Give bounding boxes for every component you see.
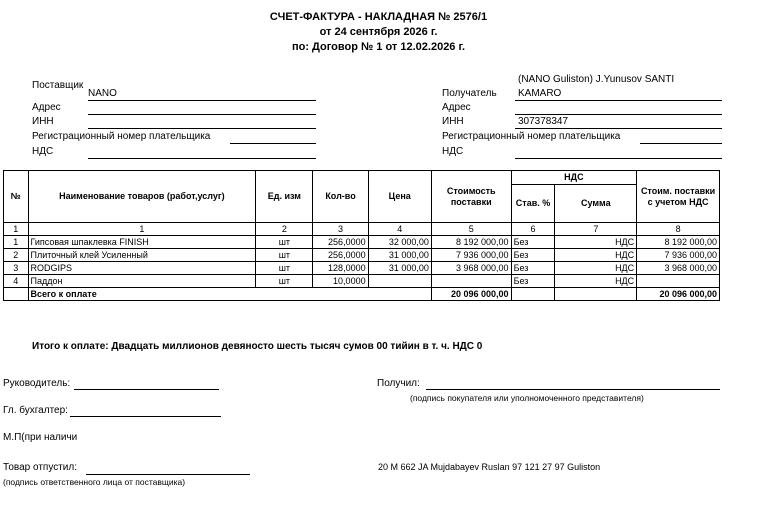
receiver-inn-value: 307378347 [518, 116, 569, 127]
total-row [4, 288, 720, 301]
row-qty: 256,0000 [313, 249, 368, 262]
receiver-vat-label: НДС [442, 146, 464, 157]
row-sum: НДС [555, 275, 637, 288]
document-date: от 24 сентября 2026 г. [319, 26, 438, 38]
total-label: Всего к оплате [28, 288, 431, 301]
row-rate: Без [511, 249, 555, 262]
row-sum: НДС [555, 249, 637, 262]
supplier-line [88, 100, 316, 101]
accountant-label: Гл. бухгалтер: [3, 405, 68, 416]
stamp-label: М.П(при наличи [3, 432, 78, 443]
total-cost: 20 096 000,00 [431, 288, 511, 301]
row-num: 3 [4, 262, 29, 275]
row-qty: 256,0000 [313, 236, 368, 249]
row-num: 4 [4, 275, 29, 288]
table-row [4, 236, 720, 249]
row-total: 8 192 000,00 [637, 236, 720, 249]
row-unit: шт [256, 262, 313, 275]
col-number: 2 [256, 223, 313, 236]
row-cost: 8 192 000,00 [431, 236, 511, 249]
supplier-reg-line [230, 143, 316, 144]
receiver-line [515, 100, 722, 101]
vehicle-info: 20 M 662 JA Mujdabayev Ruslan 97 121 27 97 Guliston [378, 462, 601, 472]
row-qty: 10,0000 [313, 275, 368, 288]
row-price: 31 000,00 [368, 262, 431, 275]
row-name: Паддон [28, 275, 256, 288]
row-name: Плиточный клей Усиленный [28, 249, 256, 262]
row-cost: 7 936 000,00 [431, 249, 511, 262]
released-hint: (подпись ответственного лица от поставщика) [3, 477, 186, 487]
col-unit-header: Ед. изм [256, 171, 313, 223]
row-name: RODGIPS [28, 262, 256, 275]
row-rate: Без [511, 236, 555, 249]
row-total [637, 275, 720, 288]
row-cost [431, 275, 511, 288]
row-rate: Без [511, 275, 555, 288]
col-number: 6 [511, 223, 555, 236]
supplier-value: NANO [88, 88, 117, 99]
table-row [4, 249, 720, 262]
row-price [368, 275, 431, 288]
col-vat-header: НДС [511, 171, 637, 185]
row-rate: Без [511, 262, 555, 275]
col-number: 4 [368, 223, 431, 236]
supplier-inn-label: ИНН [32, 116, 54, 127]
received-signature-line [426, 389, 720, 390]
row-price: 32 000,00 [368, 236, 431, 249]
document-contract: по: Договор № 1 от 12.02.2026 г. [291, 41, 466, 53]
col-number: 8 [637, 223, 720, 236]
column-number-row [4, 223, 720, 236]
receiver-value-line2: KAMARO [518, 88, 562, 99]
released-signature-line [86, 474, 250, 475]
col-name-header: Наименование товаров (работ,услуг) [28, 171, 256, 223]
col-cost-header: Стоимость поставки [431, 171, 511, 223]
row-total: 7 936 000,00 [637, 249, 720, 262]
col-qty-header: Кол-во [313, 171, 368, 223]
director-label: Руководитель: [3, 378, 71, 389]
supplier-vat-line [88, 158, 316, 159]
table-row [4, 275, 720, 288]
col-number: 5 [431, 223, 511, 236]
col-sum-header: Сумма [555, 185, 637, 223]
received-hint: (подпись покупателя или уполномоченного представителя) [410, 393, 644, 403]
supplier-address-label: Адрес [32, 102, 61, 113]
released-label: Товар отпустил: [3, 462, 77, 473]
row-unit: шт [256, 275, 313, 288]
director-signature-line [74, 389, 219, 390]
row-price: 31 000,00 [368, 249, 431, 262]
receiver-vat-line [515, 158, 722, 159]
row-unit: шт [256, 236, 313, 249]
col-price-header: Цена [368, 171, 431, 223]
supplier-label: Поставщик [32, 80, 84, 91]
row-sum: НДС [555, 262, 637, 275]
supplier-inn-line [88, 128, 316, 129]
table-row [4, 262, 720, 275]
col-number: 7 [555, 223, 637, 236]
row-qty: 128,0000 [313, 262, 368, 275]
receiver-address-line [515, 114, 722, 115]
received-label: Получил: [377, 378, 420, 389]
row-name: Гипсовая шпаклевка FINISH [28, 236, 256, 249]
row-total: 3 968 000,00 [637, 262, 720, 275]
receiver-reg-label: Регистрационный номер плательщика [442, 131, 621, 142]
supplier-address-line [88, 114, 316, 115]
document-title: СЧЕТ-ФАКТУРА - НАКЛАДНАЯ № 2576/1 [269, 11, 488, 23]
total-with-vat: 20 096 000,00 [637, 288, 720, 301]
supplier-vat-label: НДС [32, 146, 54, 157]
row-sum: НДС [555, 236, 637, 249]
col-number: 3 [313, 223, 368, 236]
col-total-header: Стоим. поставки с учетом НДС [637, 171, 720, 223]
row-num: 2 [4, 249, 29, 262]
receiver-value-line1: (NANO Guliston) J.Yunusov SANTI [518, 74, 675, 85]
receiver-address-label: Адрес [442, 102, 471, 113]
row-unit: шт [256, 249, 313, 262]
col-number: 1 [28, 223, 256, 236]
supplier-reg-label: Регистрационный номер плательщика [32, 131, 211, 142]
receiver-inn-line [515, 128, 722, 129]
row-num: 1 [4, 236, 29, 249]
receiver-reg-line [640, 143, 722, 144]
amount-in-words: Итого к оплате: Двадцать миллионов девяносто шесть тысяч сумов 00 тийин в т. ч. НДС 0 [32, 341, 483, 352]
invoice-table [3, 170, 720, 301]
col-rate-header: Став. % [511, 185, 555, 223]
col-number: 1 [4, 223, 29, 236]
row-cost: 3 968 000,00 [431, 262, 511, 275]
col-num-header: № [4, 171, 29, 223]
receiver-label: Получатель [442, 88, 497, 99]
accountant-signature-line [70, 416, 221, 417]
receiver-inn-label: ИНН [442, 116, 464, 127]
